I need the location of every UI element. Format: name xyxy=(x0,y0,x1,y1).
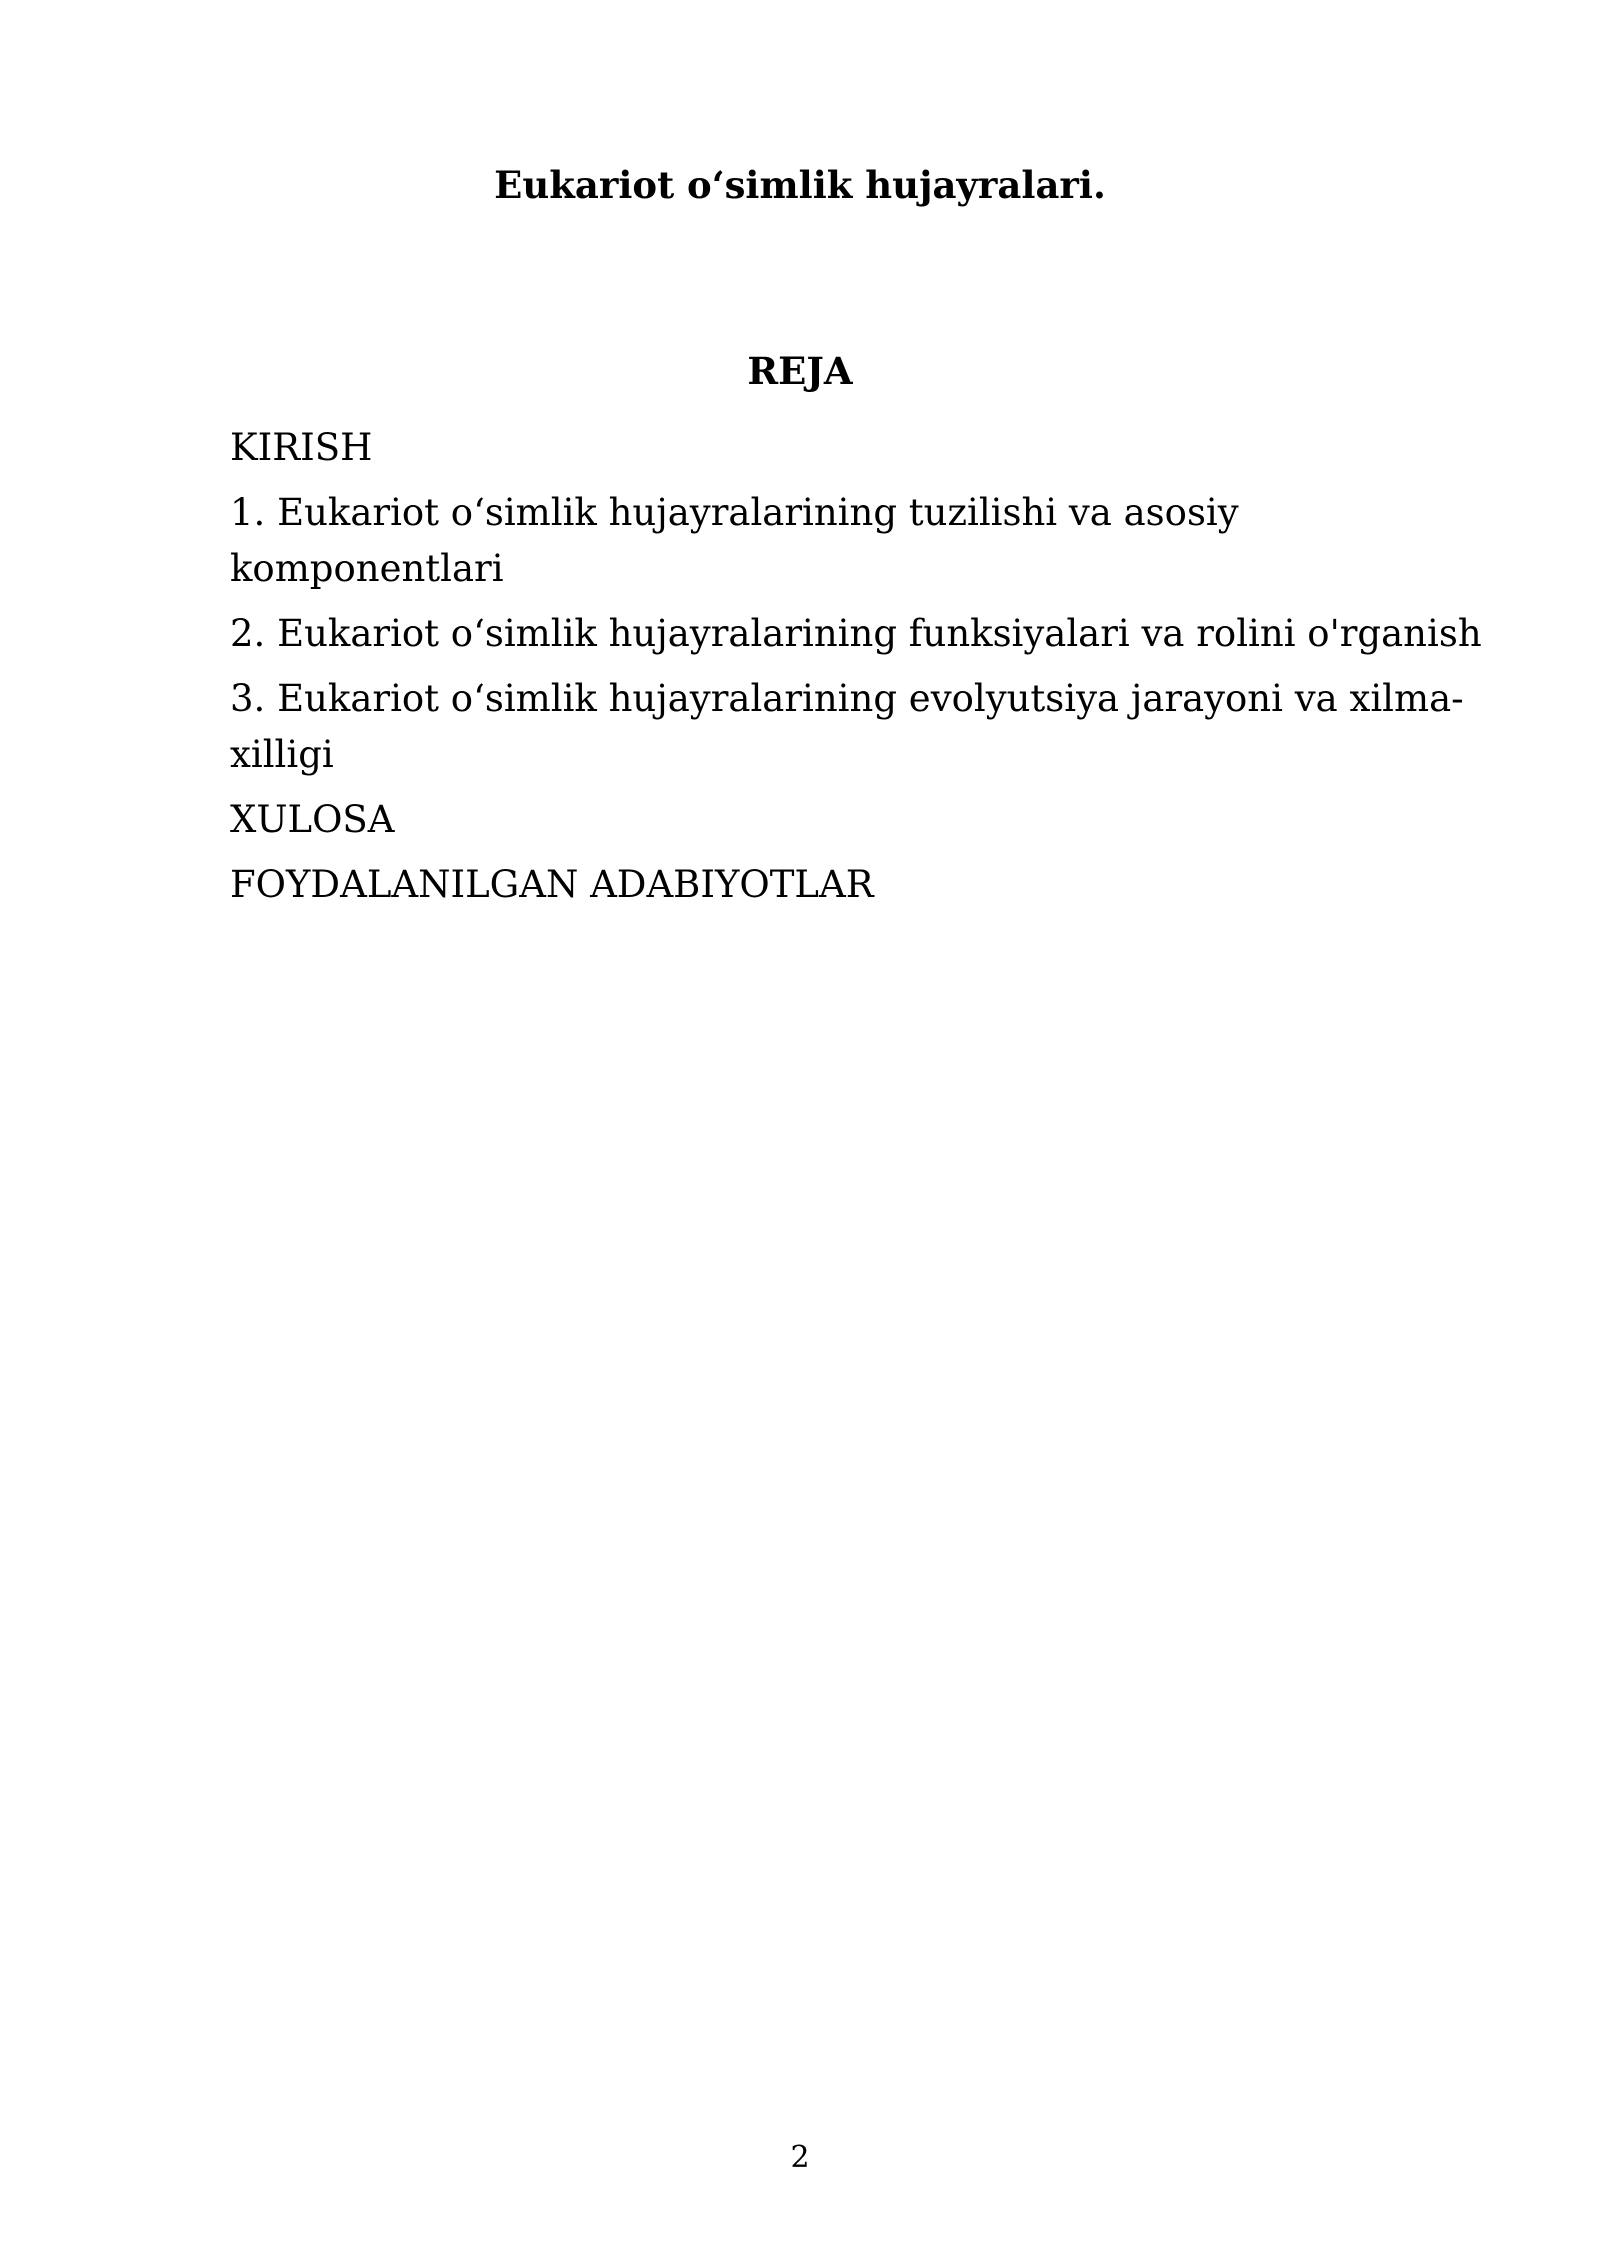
plan-item-3: 3. Eukariot o‘simlik hujayralarining evolyutsiya jarayoni va xilma-xilligi xyxy=(230,677,1464,776)
plan-heading: REJA xyxy=(747,349,853,393)
document-title: Eukariot o‘simlik hujayralari. xyxy=(494,163,1106,207)
plan-item-conclusion: XULOSA xyxy=(230,798,395,841)
plan-item-references: FOYDALANILGAN ADABIYOTLAR xyxy=(230,863,874,906)
page-number: 2 xyxy=(790,2140,810,2175)
plan-item-2: 2. Eukariot o‘simlik hujayralarining funksiyalari va rolini o'rganish xyxy=(230,612,1482,655)
plan-item-1: 1. Eukariot o‘simlik hujayralarining tuzilishi va asosiy komponentlari xyxy=(230,491,1239,590)
plan-list xyxy=(230,420,1510,922)
plan-item-introduction: KIRISH xyxy=(230,426,373,469)
